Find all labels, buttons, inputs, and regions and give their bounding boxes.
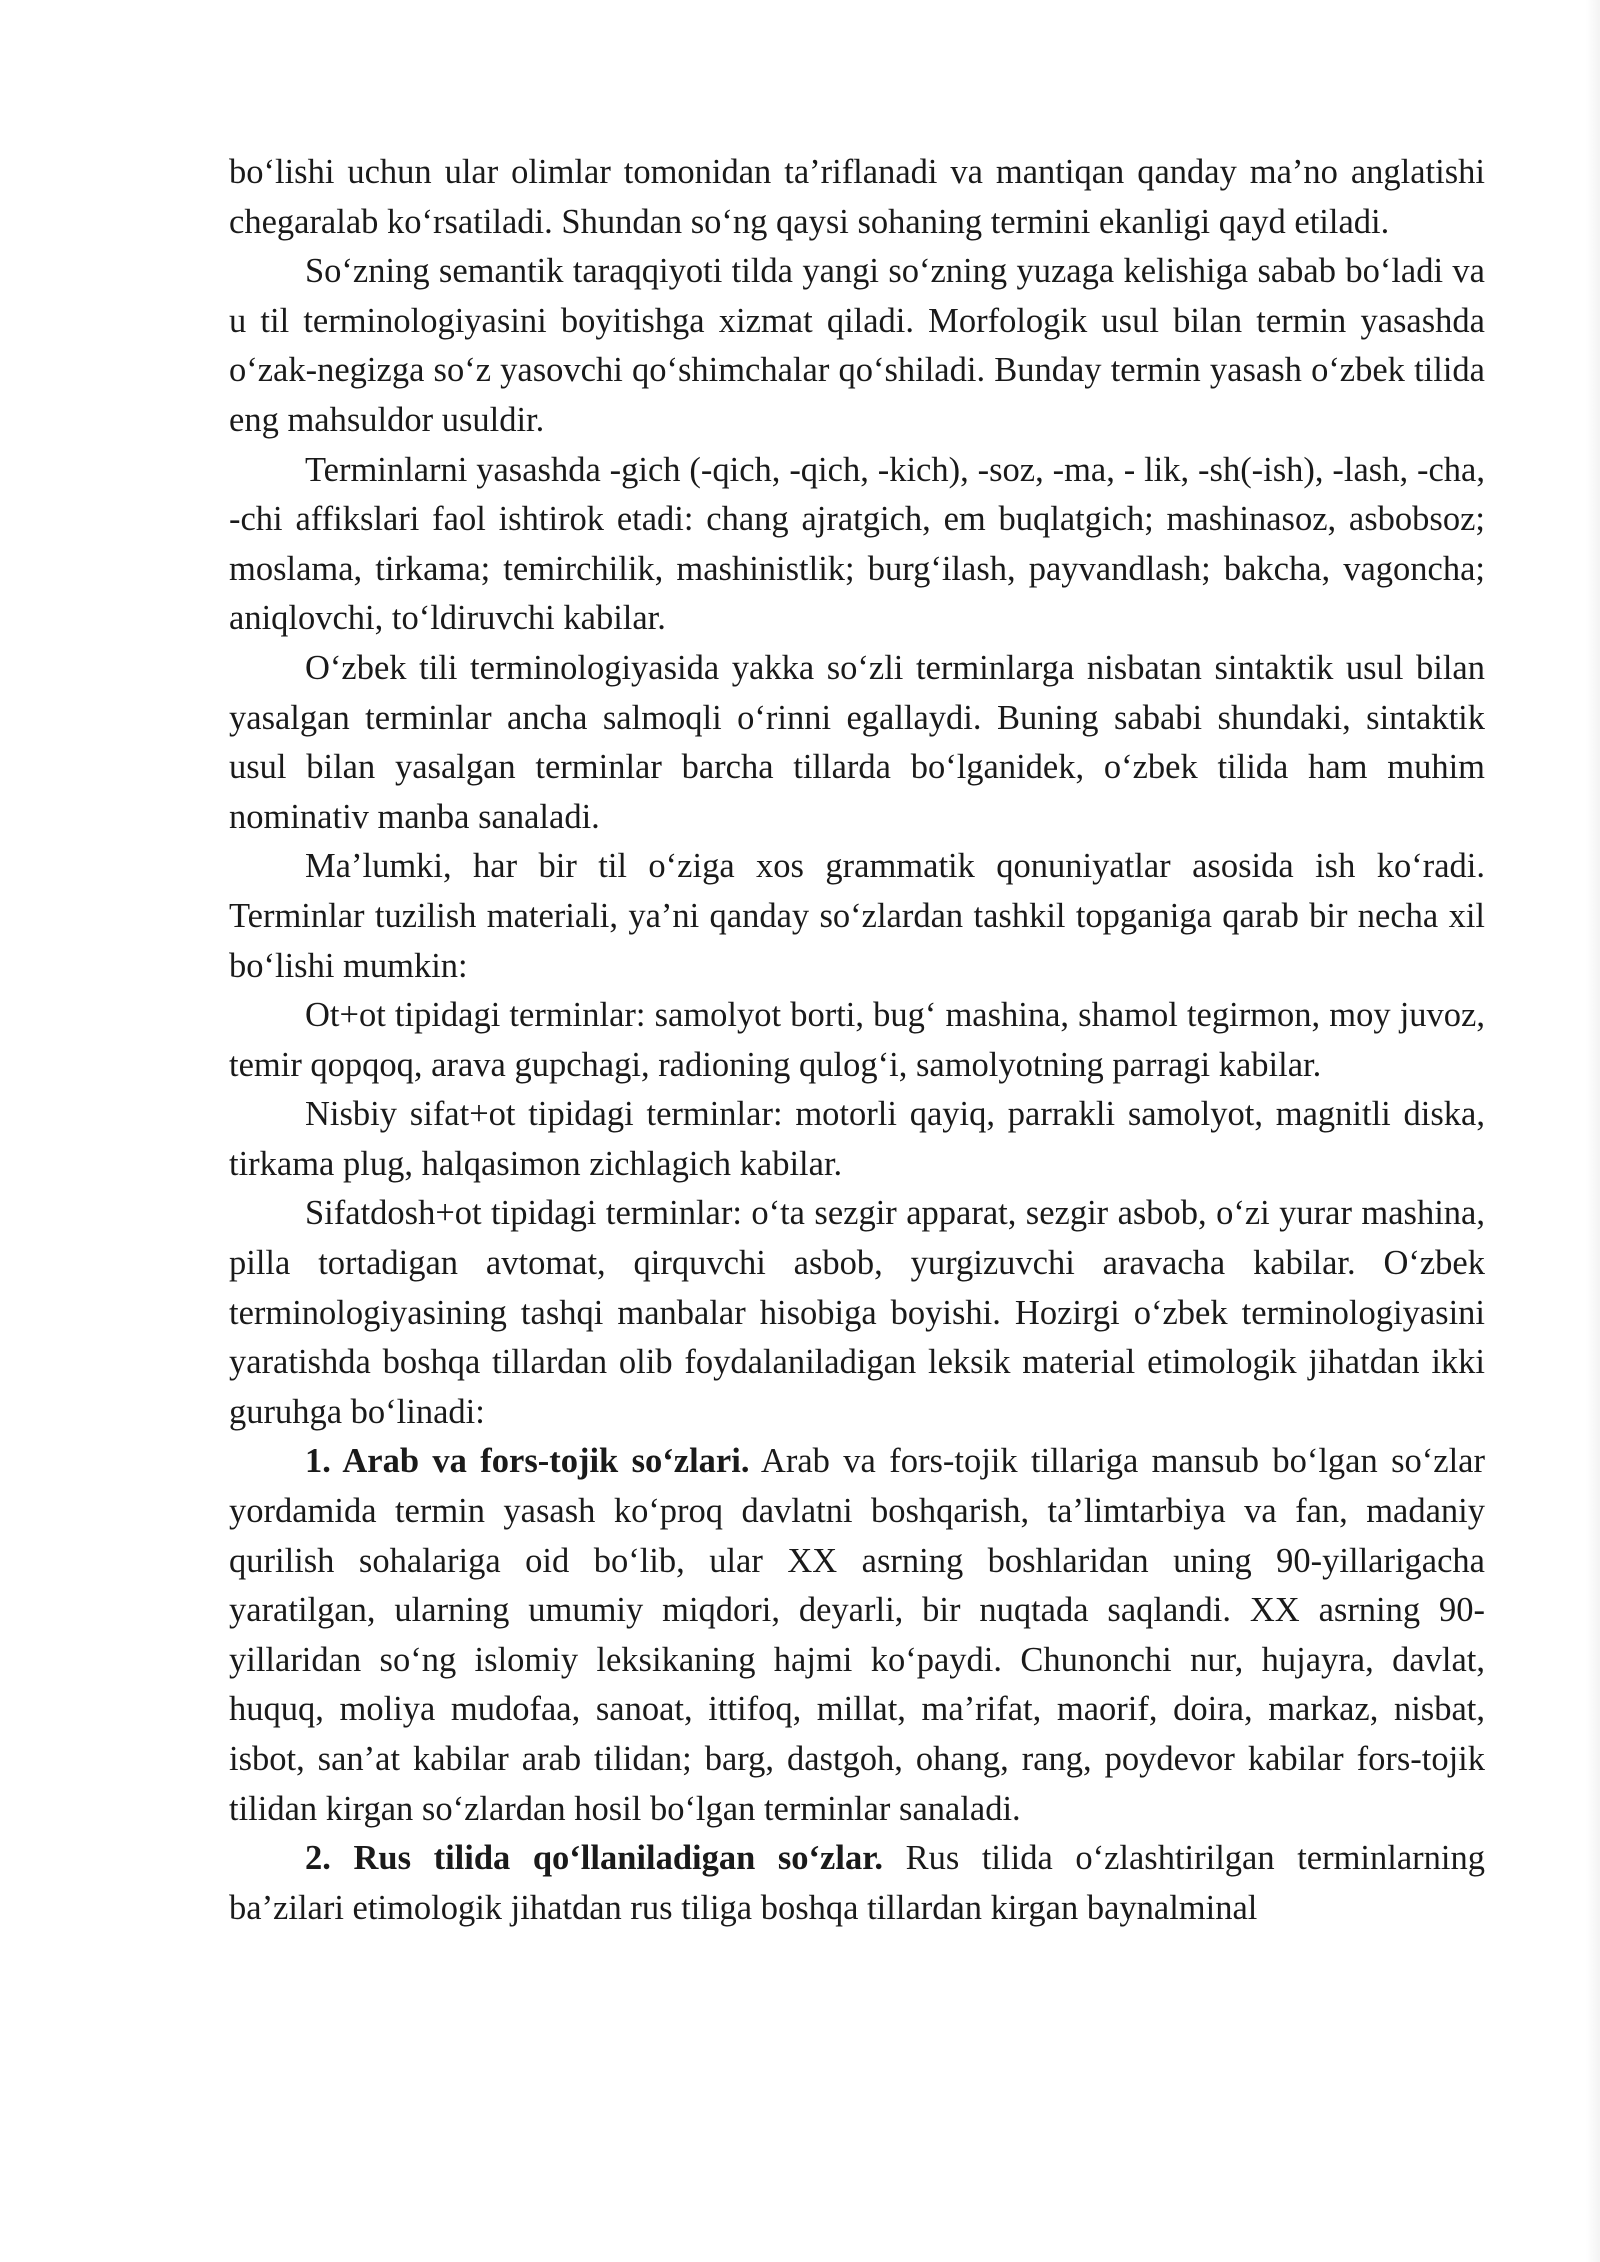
paragraph-10 [229, 1834, 1485, 1933]
paragraph-10-body: Rus tilida o‘zlashtirilgan terminlarning ba’zilari etimologik jihatdan rus tiliga boshqa tillardan kirgan baynalminal [229, 1839, 1485, 1927]
section-heading-arab-fors: 1. Arab va fors-tojik so‘zlari. [305, 1442, 750, 1481]
paragraph-7: Nisbiy sifat+ot tipidagi terminlar: motorli qayiq, parrakli samolyot, magnitli diska, tirkama plug, halqasimon zichlagich kabilar. [229, 1095, 1485, 1183]
paragraph-8: Sifatdosh+ot tipidagi terminlar: o‘ta sezgir apparat, sezgir asbob, o‘zi yurar mashina, pilla tortadigan avtomat, qirquvchi asbob, yurgizuvchi aravacha kabilar. O‘zbek terminologiyasining tashqi manbalar hisobiga boyishi. Hozirgi o‘zbek terminologiyasini yaratishda boshqa tillardan olib foydalaniladigan leksik material etimologik jihatdan ikki guruhga bo‘linadi: [229, 1194, 1485, 1431]
paragraph-1: bo‘lishi uchun ular olimlar tomonidan ta’riflanadi va mantiqan qanday ma’no anglatishi chegaralab ko‘rsatiladi. Shundan so‘ng qaysi sohaning termini ekanligi qayd etiladi. [229, 153, 1485, 241]
paragraph-6: Ot+ot tipidagi terminlar: samolyot borti, bug‘ mashina, shamol tegirmon, moy juvoz, temir qopqoq, arava gupchagi, radioning qulog‘i, samolyotning parragi kabilar. [229, 996, 1485, 1084]
paragraph-9-body: Arab va fors-tojik tillariga mansub bo‘lgan so‘zlar yordamida termin yasash ko‘proq davlatni boshqarish, ta’limtarbiya va fan, madaniy qurilish sohalariga oid bo‘lib, ular XX asrning boshlaridan uning 90-yillarigacha yaratilgan, ularning umumiy miqdori, deyarli, bir nuqtada saqlandi. XX asrning 90-yillaridan so‘ng islomiy leksikaning hajmi ko‘paydi. Chunonchi nur, hujayra, davlat, huquq, moliya mudofaa, sanoat, ittifoq, millat, ma’rifat, maorif, doira, markaz, nisbat, isbot, san’at kabilar arab tilidan; barg, dastgoh, ohang, rang, poydevor kabilar fors-tojik tilidan kirgan so‘zlardan hosil bo‘lgan terminlar sanaladi. [229, 1442, 1485, 1828]
page-edge-shadow [1586, 0, 1600, 2262]
document-page [229, 148, 1485, 1933]
paragraph-9 [229, 1437, 1485, 1834]
paragraph-4: O‘zbek tili terminologiyasida yakka so‘zli terminlarga nisbatan sintaktik usul bilan yasalgan terminlar ancha salmoqli o‘rinni egallaydi. Buning sababi shundaki, sintaktik usul bilan yasalgan terminlar barcha tillarda bo‘lganidek, o‘zbek tilida ham muhim nominativ manba sanaladi. [229, 648, 1485, 836]
section-heading-rus: 2. Rus tilida qo‘llaniladigan so‘zlar. [305, 1839, 883, 1878]
paragraph-5: Ma’lumki, har bir til o‘ziga xos grammatik qonuniyatlar asosida ish ko‘radi. Terminlar tuzilish materiali, ya’ni qanday so‘zlardan tashkil topganiga qarab bir necha xil bo‘lishi mumkin: [229, 847, 1485, 985]
paragraph-2: So‘zning semantik taraqqiyoti tilda yangi so‘zning yuzaga kelishiga sabab bo‘ladi va u til terminologiyasini boyitishga xizmat qiladi. Morfologik usul bilan termin yasashda o‘zak-negizga so‘z yasovchi qo‘shimchalar qo‘shiladi. Bunday termin yasash o‘zbek tilida eng mahsuldor usuldir. [229, 252, 1485, 439]
paragraph-3: Terminlarni yasashda -gich (-qich, -qich, -kich), -soz, -ma, - lik, -sh(-ish), -lash, -cha, -chi affikslari faol ishtirok etadi: chang ajratgich, em buqlatgich; mashinasoz, asbobsoz; moslama, tirkama; temirchilik, mashinistlik; burg‘ilash, payvandlash; bakcha, vagoncha; aniqlovchi, to‘ldiruvchi kabilar. [229, 450, 1485, 638]
